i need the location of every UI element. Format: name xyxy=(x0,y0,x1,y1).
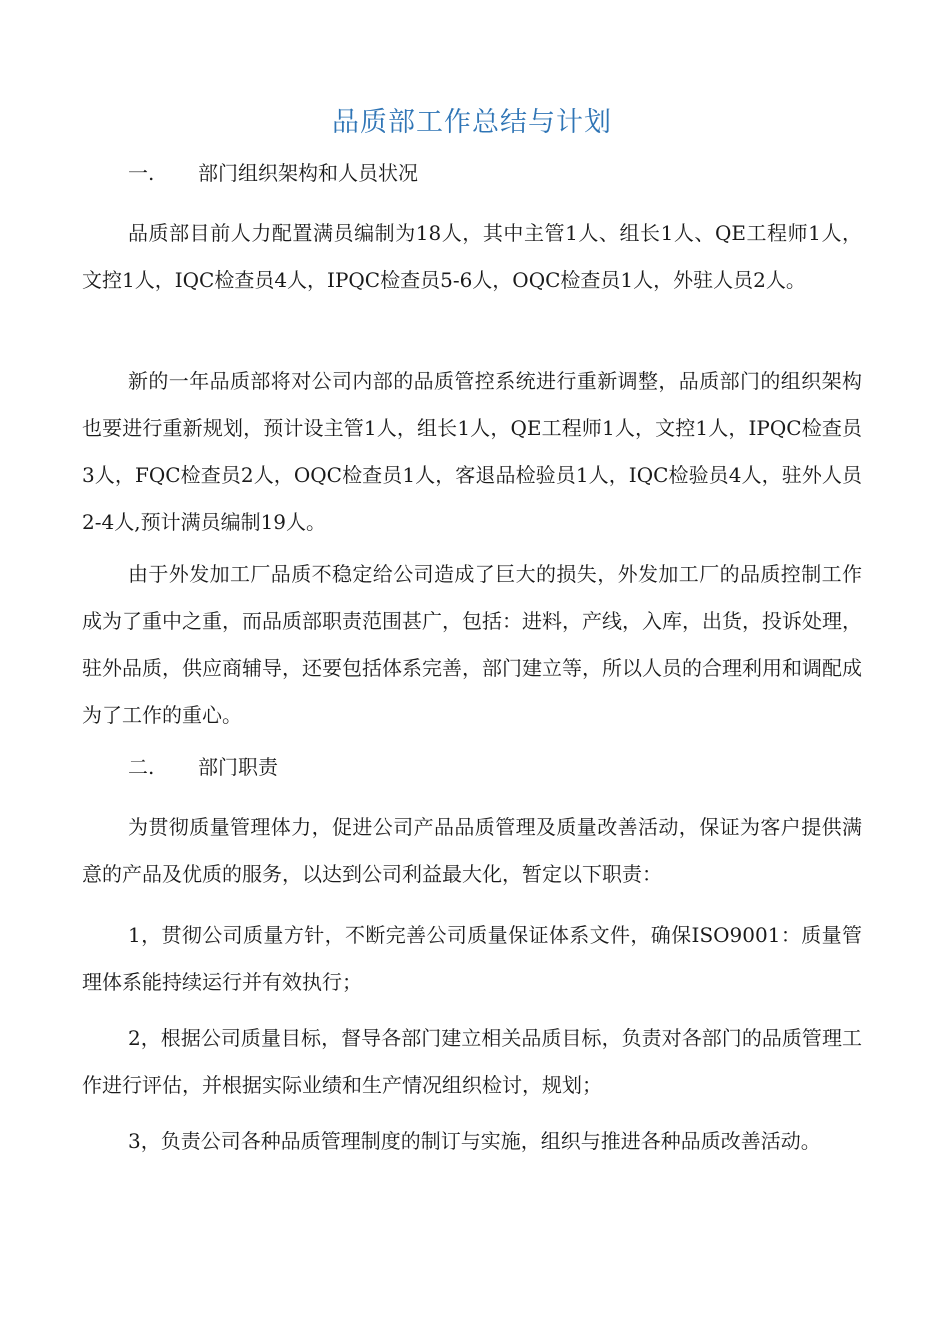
paragraph-reorganization: 新的一年品质部将对公司内部的品质管控系统进行重新调整，品质部门的组织架构也要进行重新规划，预计设主管1人，组长1人，QE工程师1人，文控1人，IPQC检查员3人，FQC检查员2人，OQC检查员1人，客退品检验员1人，IQC检验员4人，驻外人员2-4人,预计满员编制19人。 xyxy=(82,369,862,534)
paragraph-outsourcing: 由于外发加工厂品质不稳定给公司造成了巨大的损失，外发加工厂的品质控制工作成为了重中之重，而品质部职责范围甚广，包括：进料，产线，入库，出货，投诉处理，驻外品质，供应商辅导，还要包括体系完善，部门建立等，所以人员的合理利用和调配成为了工作的重心。 xyxy=(82,562,862,727)
paragraph-responsibility-3: 3，负责公司各种品质管理制度的制订与实施，组织与推进各种品质改善活动。 xyxy=(128,1129,821,1153)
section-1-heading xyxy=(128,158,418,188)
section-1-number: 一. xyxy=(128,161,155,185)
paragraph-staffing: 品质部目前人力配置满员编制为18人，其中主管1人、组长1人、QE工程师1人，文控1人，IQC检查员4人，IPQC检查员5-6人，OQC检查员1人，外驻人员2人。 xyxy=(82,221,862,292)
section-1-title: 部门组织架构和人员状况 xyxy=(198,161,418,185)
paragraph-responsibility-1: 1，贯彻公司质量方针，不断完善公司质量保证体系文件，确保ISO9001：质量管理体系能持续运行并有效执行； xyxy=(82,923,862,994)
paragraph-responsibilities-intro: 为贯彻质量管理体力，促进公司产品品质管理及质量改善活动，保证为客户提供满意的产品及优质的服务，以达到公司利益最大化，暂定以下职责： xyxy=(82,815,862,886)
paragraph-responsibility-2: 2，根据公司质量目标，督导各部门建立相关品质目标，负责对各部门的品质管理工作进行评估，并根据实际业绩和生产情况组织检讨，规划； xyxy=(82,1026,862,1097)
section-2-heading xyxy=(128,752,278,782)
section-2-title: 部门职责 xyxy=(198,755,278,779)
section-2-number: 二. xyxy=(128,755,155,779)
document-title: 品质部工作总结与计划 xyxy=(332,107,612,138)
